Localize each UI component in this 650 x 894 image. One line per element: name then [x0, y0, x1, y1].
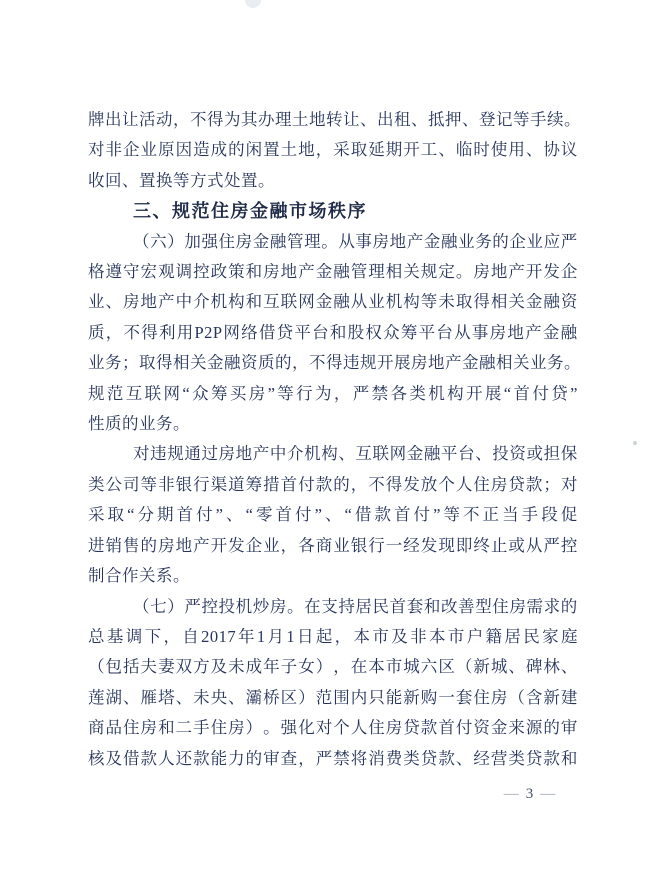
document-body [88, 105, 581, 774]
text-line: 对 违 规 通 过 房 地 产 中 介 机 构 、 互 联 网 金 融 平 台 、 投 资 或 担 保 [133, 444, 578, 464]
text-line: 进 销 售 的 房 地 产 开 发 企 业 ， 各 商 业 银 行 一 经 发 现 即 终 止 或 从 严 控 [88, 535, 578, 555]
text-line: 商 品 住 房 和 二 手 住 房 ） 。 强 化 对 个 人 住 房 贷 款 首 付 资 金 来 源 的 审 [88, 718, 578, 738]
text-line: 业 、 房 地 产 中 介 机 构 和 互 联 网 金 融 从 业 机 构 等 未 取 得 相 关 金 融 资 [88, 292, 578, 312]
scan-artifact [633, 441, 637, 445]
text-line: 采 取 “ 分 期 首 付 ” 、 “ 零 首 付 ” 、 “ 借 款 首 付 ” 等 不 正 当 手 段 促 [88, 505, 578, 525]
scan-artifact [245, 0, 261, 8]
text-line: 制合作关系。 [88, 566, 190, 586]
page-number [482, 784, 578, 804]
text-line: 牌 出 让 活 动 ， 不 得 为 其 办 理 土 地 转 让 、 出 租 、 抵 押 、 登 记 等 手 续 。 [88, 110, 581, 129]
section-heading: 三、规范住房金融市场秩序 [133, 201, 367, 222]
text-line: 格 遵 守 宏 观 调 控 政 策 和 房 地 产 金 融 管 理 相 关 规 定 。 房 地 产 开 发 企 [88, 262, 578, 282]
text-line: （ 包 括 夫 妻 双 方 及 未 成 年 子 女 ） ， 在 本 市 城 六 区 （ 新 城 、 碑 林 、 [88, 657, 578, 677]
text-line: 规 范 互 联 网 “ 众 筹 买 房 ” 等 行 为 ， 严 禁 各 类 机 构 开 展 “ 首 付 贷 ” [88, 383, 578, 403]
page-number-value: 3 [525, 786, 535, 802]
text-line: 收回、置换等方式处置。 [88, 170, 275, 190]
text-line: 业 务 ； 取 得 相 关 金 融 资 质 的 ， 不 得 违 规 开 展 房 地 产 金 融 相 关 业 务 。 [88, 353, 581, 373]
text-line: 性质的业务。 [88, 414, 190, 434]
page-number-dash: — [540, 786, 557, 802]
text-line: 对 非 企 业 原 因 造 成 的 闲 置 土 地 ， 采 取 延 期 开 工 、 临 时 使 用 、 协 议 [88, 140, 578, 160]
text-line: 类 公 司 等 非 银 行 渠 道 筹 措 首 付 款 的 ， 不 得 发 放 个 人 住 房 贷 款 ； 对 [88, 474, 578, 494]
text-line: （ 七 ） 严 控 投 机 炒 房 。 在 支 持 居 民 首 套 和 改 善 型 住 房 需 求 的 [133, 596, 578, 616]
text-line: 质 ， 不 得 利 用 P2P 网 络 借 贷 平 台 和 股 权 众 筹 平 台 从 事 房 地 产 金 融 [88, 322, 578, 342]
text-line: 核 及 借 款 人 还 款 能 力 的 审 查 ， 严 禁 将 消 费 类 贷 款 、 经 营 类 贷 款 和 [88, 748, 578, 768]
text-line: （ 六 ） 加 强 住 房 金 融 管 理 。 从 事 房 地 产 金 融 业 务 的 企 业 应 严 [133, 231, 578, 251]
text-line: 莲 湖 、 雁 塔 、 未 央 、 灞 桥 区 ） 范 围 内 只 能 新 购 一 套 住 房 （ 含 新 建 [88, 687, 578, 707]
page-number-dash: — [503, 786, 520, 802]
text-line: 总 基 调 下 ， 自 2017 年 1 月 1 日 起 ， 本 市 及 非 本 市 户 籍 居 民 家 庭 [88, 626, 578, 646]
